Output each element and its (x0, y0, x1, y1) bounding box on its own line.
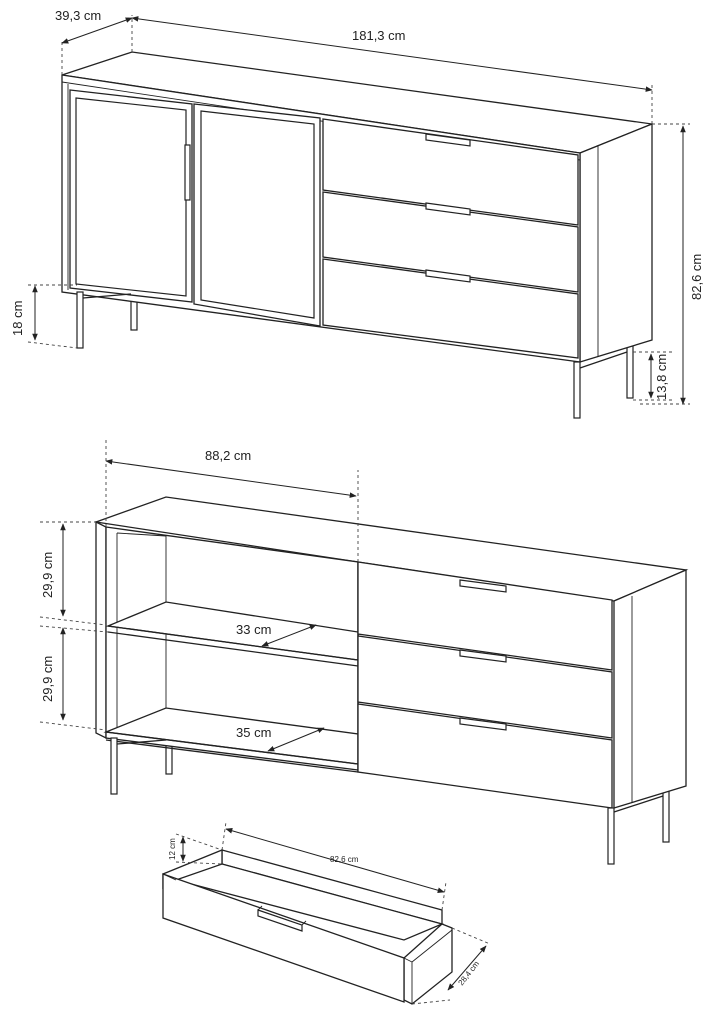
label-drawer-height: 12 cm (168, 838, 177, 860)
label-shelf-height-lower: 29,9 cm (40, 655, 55, 702)
glass-door-left[interactable] (70, 90, 192, 302)
sideboard-side-panel (580, 124, 652, 362)
dimension-leg-height (10, 285, 77, 348)
open-sideboard-side-panel (614, 570, 686, 808)
sideboard-front-view (10, 8, 704, 418)
label-height: 82,6 cm (689, 253, 704, 300)
label-leg-height: 18 cm (10, 300, 25, 336)
glass-door-right[interactable] (194, 104, 320, 326)
label-shelf-depth-upper: 33 cm (236, 622, 272, 637)
label-cabinet-width: 88,2 cm (205, 448, 252, 463)
drawer-detail-view (163, 822, 490, 1004)
label-drawer-width: 82,6 cm (330, 855, 359, 864)
label-shelf-height-upper: 29,9 cm (40, 551, 55, 598)
sideboard-open-view (40, 440, 686, 864)
label-drawer-depth: 28,4 cm (456, 959, 482, 988)
label-leg-clearance: 13,8 cm (654, 353, 669, 400)
dimension-leg-clearance (633, 352, 675, 400)
label-width: 181,3 cm (352, 28, 406, 43)
door-handle[interactable] (185, 145, 190, 200)
label-shelf-depth-lower: 35 cm (236, 725, 272, 740)
label-depth: 39,3 cm (55, 8, 102, 23)
